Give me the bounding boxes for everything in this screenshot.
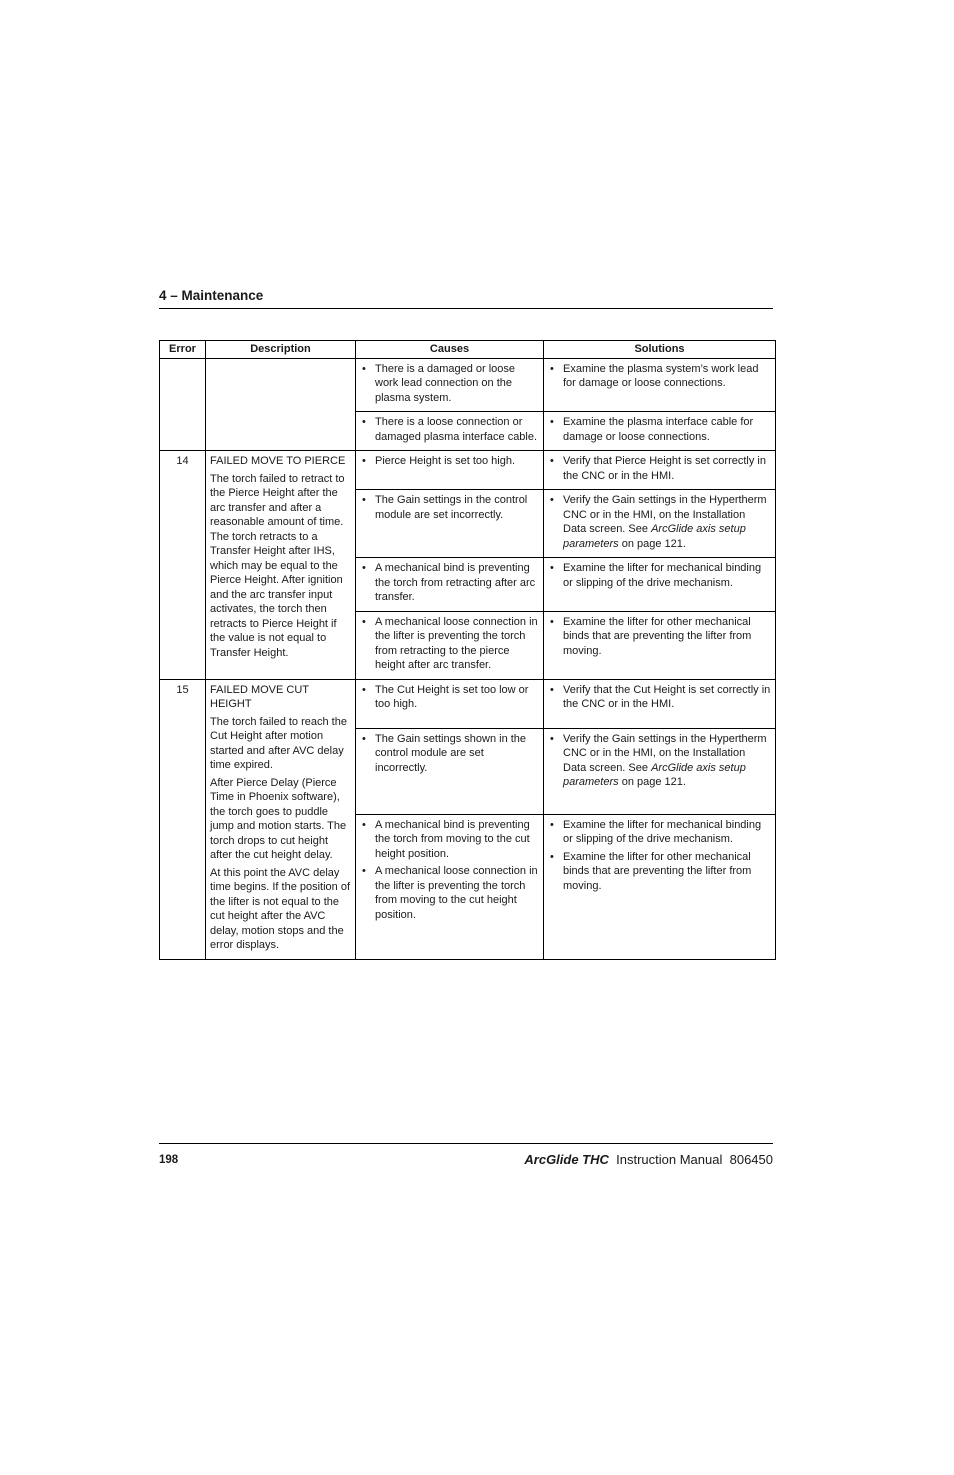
error-description: After Pierce Delay (Pierce Time in Phoenix software), the torch goes to puddle jump and motion starts. The torch drops to cut height after the cut height delay. [210,776,347,861]
description-cell-empty [206,358,356,451]
cause-item: • A mechanical bind is preventing the torch from moving to the cut height position. [360,818,539,862]
error-title: FAILED MOVE TO PIERCE [210,455,346,467]
solution-item [548,493,771,551]
table-header-row [160,341,776,359]
page-number: 198 [159,1154,179,1166]
description-cell [206,679,356,959]
cross-reference-link[interactable]: ArcGlide axis setup parameters [563,761,746,789]
solution-item: • Examine the lifter for other mechanical binds that are preventing the lifter from moving. [548,615,771,659]
table-row [160,358,776,412]
cause-item: • Pierce Height is set too high. [360,454,539,469]
solution-item: • Examine the lifter for other mechanical binds that are preventing the lifter from moving. [548,850,771,894]
table-row [160,451,776,490]
error-description: The torch failed to retract to the Pierce Height after the arc transfer and after a reasonable amount of time. The torch retracts to a Transfer Height after IHS, which may be equal to the Pierce Height. After ignition and the arc transfer input activates, the torch then retracts to Pierce Height if the value is not equal to Transfer Height. [210,472,345,659]
cause-cell [356,814,544,959]
cause-item: • A mechanical bind is preventing the torch from retracting after arc transfer. [360,561,539,605]
cause-cell [356,412,544,451]
solution-item: • Verify that Pierce Height is set correctly in the CNC or in the HMI. [548,454,771,483]
header-rule [159,308,773,309]
product-name: ArcGlide THC [524,1152,609,1167]
error-table [159,340,776,960]
cause-item: • There is a damaged or loose work lead connection on the plasma system. [360,362,539,406]
error-description: At this point the AVC delay time begins. If the position of the lifter is not equal to the cut height after the AVC delay, motion stops and the error displays. [210,866,351,951]
cause-item: • The Gain settings shown in the control module are set incorrectly. [360,732,539,776]
error-number: 15 [160,679,206,959]
cause-item: • A mechanical loose connection in the lifter is preventing the torch from moving to the cut height position. [360,864,539,922]
solution-text: Verify the Gain settings in the Hypertherm CNC or in the HMI, on the Installation Data screen. See [563,732,767,774]
solution-cell [544,814,776,959]
manual-type: Instruction Manual [616,1152,723,1167]
description-cell [206,451,356,680]
cross-reference-link[interactable]: ArcGlide axis setup parameters [563,523,746,550]
error-cell-empty [160,358,206,451]
cause-item: • The Gain settings in the control module are set incorrectly. [360,493,539,522]
cause-item: • A mechanical loose connection in the lifter is preventing the torch from retracting to the pierce height after arc transfer. [360,615,539,673]
footer-document-info [524,1152,773,1167]
cause-cell [356,358,544,412]
cause-cell [356,679,544,728]
solution-item [548,732,771,790]
solution-item: • Examine the plasma system’s work lead for damage or loose connections. [548,362,771,391]
col-header-error: Error [160,341,206,359]
cause-cell [356,490,544,558]
solution-text: Verify the Gain settings in the Hypertherm CNC or in the HMI, on the Installation Data screen. See [563,494,767,535]
table-row [160,679,776,728]
cause-cell [356,728,544,814]
col-header-solutions: Solutions [544,341,776,359]
solution-cell [544,358,776,412]
solution-cell [544,679,776,728]
error-number: 14 [160,451,206,680]
solution-cell [544,451,776,490]
solution-cell [544,611,776,679]
cause-cell [356,451,544,490]
cause-item: • There is a loose connection or damaged plasma interface cable. [360,415,539,444]
cause-cell [356,611,544,679]
chapter-title: 4 – Maintenance [159,288,264,303]
solution-text: on page 121. [618,776,686,789]
document-number: 806450 [729,1152,773,1167]
solution-cell [544,490,776,558]
solution-item: • Examine the plasma interface cable for damage or loose connections. [548,415,771,444]
footer-rule [159,1143,773,1144]
solution-cell [544,412,776,451]
solution-text: on page 121. [618,537,686,550]
solution-cell [544,728,776,814]
cause-item: • The Cut Height is set too low or too high. [360,683,539,712]
solution-item: • Examine the lifter for mechanical binding or slipping of the drive mechanism. [548,561,771,590]
col-header-causes: Causes [356,341,544,359]
solution-cell [544,558,776,612]
col-header-description: Description [206,341,356,359]
solution-item: • Examine the lifter for mechanical binding or slipping of the drive mechanism. [548,818,771,847]
solution-item: • Verify that the Cut Height is set correctly in the CNC or in the HMI. [548,683,771,712]
error-description: The torch failed to reach the Cut Height after motion started and after AVC delay time expired. [210,715,347,771]
error-title: FAILED MOVE CUT HEIGHT [210,683,309,710]
cause-cell [356,558,544,612]
